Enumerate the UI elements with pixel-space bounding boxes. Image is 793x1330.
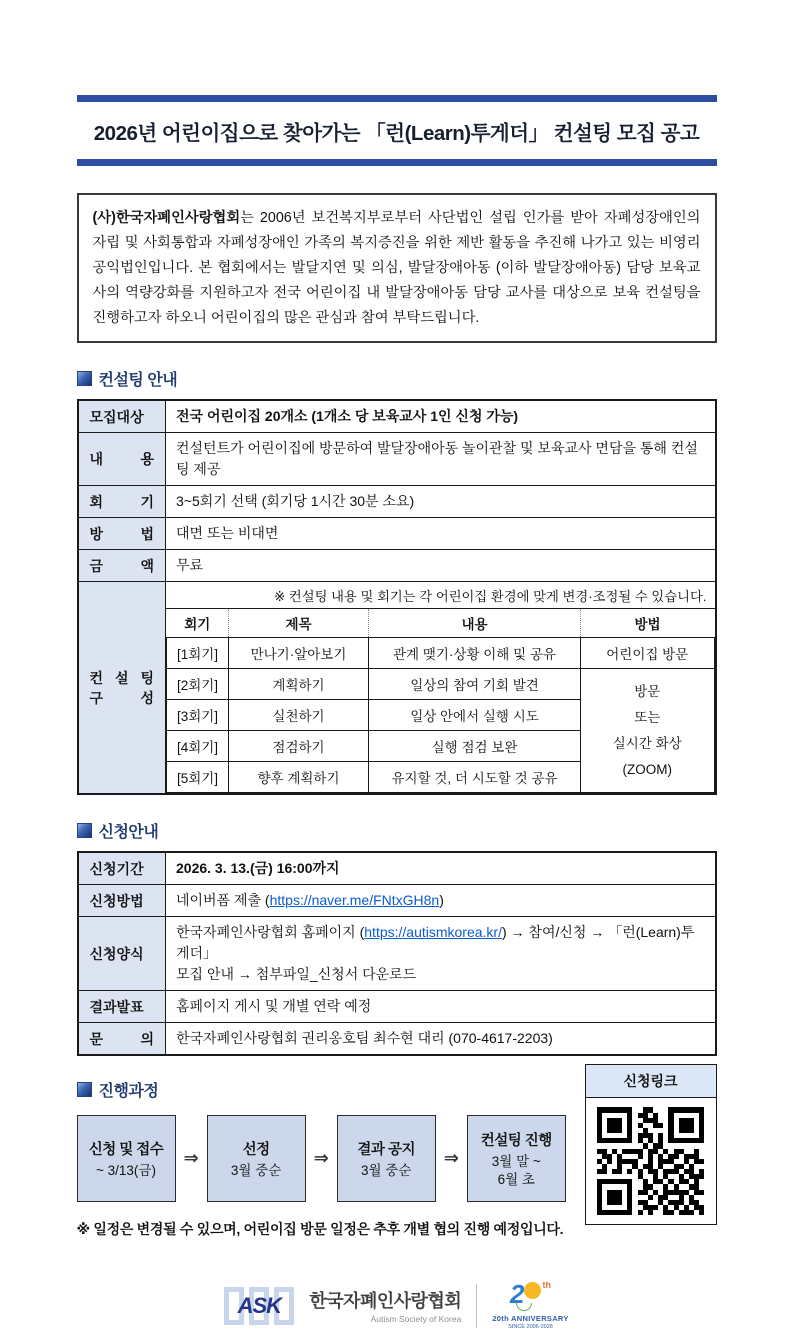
right-arrow-icon: ⇒ (443, 1148, 459, 1169)
row-value-contact: 한국자폐인사랑협회 권리옹호팀 최수현 대리 (070-4617-2203) (166, 1023, 716, 1056)
step-sub: 3월 중순 (360, 1162, 412, 1178)
cell-session: [2회기] (167, 669, 229, 700)
cell-title: 향후 계획하기 (229, 762, 369, 793)
qr-code (597, 1107, 705, 1215)
row-label-apply-method: 신청방법 (78, 885, 166, 917)
composition-note: ※ 컨설팅 내용 및 회기는 각 어린이집 환경에 맞게 변경·조정될 수 있습니다. (166, 582, 715, 609)
row-label-content: 내 용 (78, 433, 166, 486)
notice-document (77, 0, 717, 1330)
row-value-form (166, 917, 716, 991)
row-value-target: 전국 어린이집 20개소 (1개소 당 보육교사 1인 신청 가능) (166, 400, 716, 433)
table-row-composition (78, 582, 716, 795)
schedule-note: ※ 일정은 변경될 수 있으며, 어린이집 방문 일정은 추후 개별 협의 진행 예정입니다. (76, 1221, 564, 1238)
org-name-english: Autism Society of Korea (370, 1314, 462, 1325)
step-title: 결과 공지 (357, 1141, 415, 1158)
row-value-sessions: 3~5회기 선택 (회기당 1시간 30분 소요) (166, 486, 716, 518)
step-title: 신청 및 접수 (88, 1141, 164, 1158)
cell-content: 일상 안에서 실행 시도 (369, 700, 581, 731)
cell-session: [3회기] (167, 700, 229, 731)
table-row (78, 917, 716, 991)
ask-logo (224, 1287, 294, 1325)
step-title: 선정 (242, 1141, 270, 1158)
col-header-method: 방법 (581, 609, 715, 638)
table-row (78, 1023, 716, 1056)
col-header-content: 내용 (369, 609, 581, 638)
table-row (78, 400, 716, 433)
row-value-result: 홈페이지 게시 및 개별 연락 예정 (166, 991, 716, 1023)
step-sub: 3월 말 ~ 6월 초 (491, 1153, 541, 1187)
table-row (78, 991, 716, 1023)
apply-info-table (77, 851, 717, 1056)
qr-panel (585, 1064, 717, 1225)
section-title: 신청안내 (98, 824, 159, 842)
cell-session: [4회기] (167, 731, 229, 762)
footer (77, 1281, 717, 1330)
section-title: 컨설팅 안내 (98, 372, 178, 390)
text-fragment: ) → 참여/신청 → 「런(Learn)투게더」 (176, 924, 695, 962)
table-row (78, 433, 716, 486)
cell-method: 어린이집 방문 (581, 638, 715, 669)
process-flow (77, 1115, 577, 1202)
text-fragment: 한국자폐인사랑협회 홈페이지 ( (176, 924, 365, 941)
page-title: 2026년 어린이집으로 찾아가는 「런(Learn)투게더」 컨설팅 모집 공고 (93, 122, 700, 145)
row-value-period: 2026. 3. 13.(금) 16:00까지 (166, 852, 716, 885)
blue-square-icon (77, 1082, 92, 1097)
zero-circle-icon (524, 1282, 541, 1299)
cell-title: 실천하기 (229, 700, 369, 731)
row-label-sessions: 회 기 (78, 486, 166, 518)
cell-method-merged: 방문 또는 실시간 화상 (ZOOM) (581, 669, 715, 793)
composition-table (166, 609, 715, 793)
process-step-select (207, 1115, 306, 1202)
intro-body: 는 2006년 보건복지부로부터 사단법인 설립 인가를 받아 자폐성장애인의 자립 및 사회통합과 자폐성장애인 가족의 복지증진을 위한 제반 활동을 추진해 나가고 있는 비영리 공익법인입니다. 본 협회에서는 발달지연 및 의심, 발달장애아동 (이하 발달장애아동) 담당 보육교사의 역량강화를 지원하고자 전국 어린이집 내 발달장애아동 담당 교사를 대상으로 보육 컨설팅을 진행하고자 하오니 어린이집의 많은 관심과 참여 부탁드립니다. (92, 210, 701, 326)
cell-title: 계획하기 (229, 669, 369, 700)
row-label-fee: 금 액 (78, 550, 166, 582)
cell-content: 유지할 것, 더 시도할 것 공유 (369, 762, 581, 793)
ask-logo-text: ASK (237, 1292, 282, 1318)
text-fragment: 모집 안내 → 첨부파일_신청서 다운로드 (176, 966, 417, 983)
table-row (167, 638, 715, 669)
row-label-contact: 문 의 (78, 1023, 166, 1056)
blue-square-icon (77, 823, 92, 838)
qr-body (586, 1098, 716, 1224)
cell-content: 실행 점검 보완 (369, 731, 581, 762)
process-step-announce (337, 1115, 436, 1202)
table-row (78, 885, 716, 917)
text-fragment: ) (439, 892, 444, 909)
homepage-link[interactable]: https://autismkorea.kr/ (364, 924, 502, 941)
row-value-method: 대면 또는 비대면 (166, 518, 716, 550)
table-row (78, 518, 716, 550)
row-label-composition: 컨 설 팅 구 성 (78, 582, 166, 795)
consulting-info-table (77, 399, 717, 795)
row-label-period: 신청기간 (78, 852, 166, 885)
cell-title: 만나기·알아보기 (229, 638, 369, 669)
org-name-korean: 한국자폐인사랑협회 (309, 1291, 462, 1312)
process-step-apply (77, 1115, 176, 1202)
col-header-session: 회기 (167, 609, 229, 638)
cell-content: 일상의 참여 기회 발견 (369, 669, 581, 700)
cell-session: [5회기] (167, 762, 229, 793)
row-label-form: 신청양식 (78, 917, 166, 991)
col-header-title: 제목 (229, 609, 369, 638)
right-arrow-icon: ⇒ (183, 1148, 199, 1169)
row-label-method: 방 법 (78, 518, 166, 550)
anniversary-20-icon: 2 th (510, 1279, 551, 1310)
anniversary-years: SINCE 2006-2026 (508, 1324, 553, 1330)
row-value-apply-method (166, 885, 716, 917)
composition-header-row (167, 609, 715, 638)
section-title: 진행과정 (98, 1083, 159, 1101)
anniversary-text: 20th ANNIVERSARY (492, 1314, 569, 1324)
row-label-target: 모집대상 (78, 400, 166, 433)
step-sub: 3월 중순 (230, 1162, 282, 1178)
step-sub: ~ 3/13(금) (96, 1162, 156, 1178)
right-arrow-icon: ⇒ (313, 1148, 329, 1169)
cell-content: 관계 맺기·상황 이해 및 공유 (369, 638, 581, 669)
process-step-consulting (467, 1115, 566, 1202)
table-row (78, 486, 716, 518)
intro-box (77, 193, 717, 343)
section-heading-apply (77, 819, 717, 842)
table-row (78, 550, 716, 582)
intro-lead: (사)한국자폐인사랑협회 (92, 210, 241, 226)
row-label-result: 결과발표 (78, 991, 166, 1023)
section-heading-consulting (77, 367, 717, 390)
footer-divider (476, 1284, 477, 1328)
cell-session: [1회기] (167, 638, 229, 669)
table-row (78, 852, 716, 885)
text-fragment: 네이버폼 제출 ( (176, 892, 270, 909)
row-value-fee: 무료 (166, 550, 716, 582)
green-arc-icon (516, 1303, 532, 1311)
qr-panel-title: 신청링크 (586, 1065, 716, 1098)
step-title: 컨설팅 진행 (480, 1132, 552, 1149)
table-row (167, 669, 715, 700)
process-section (76, 1073, 717, 1239)
composition-cell (166, 582, 716, 795)
org-name-block (309, 1287, 461, 1324)
anniversary-logo (492, 1281, 568, 1330)
title-block (77, 95, 717, 166)
row-value-content: 컨설턴트가 어린이집에 방문하여 발달장애아동 놀이관찰 및 보육교사 면담을 통해 컨설팅 제공 (166, 433, 716, 486)
blue-square-icon (77, 371, 92, 386)
cell-title: 점검하기 (229, 731, 369, 762)
naver-form-link[interactable]: https://naver.me/FNtxGH8n (269, 892, 440, 909)
